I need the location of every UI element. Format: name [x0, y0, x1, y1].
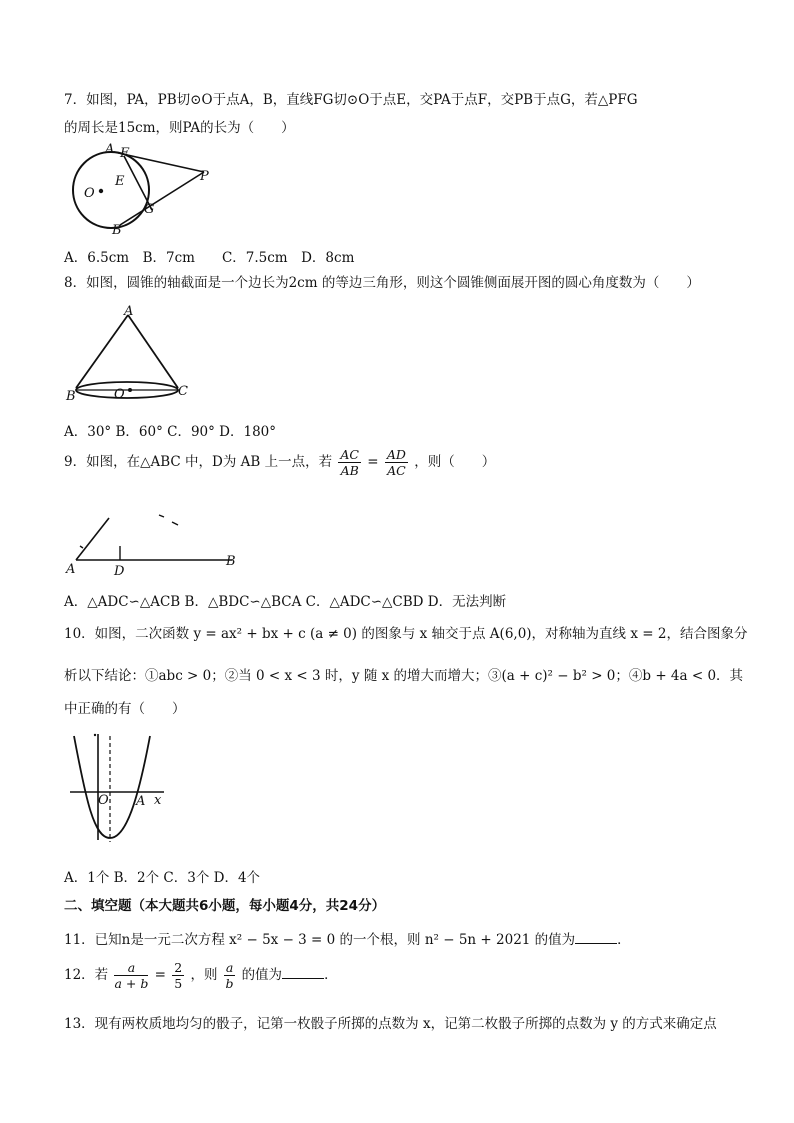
q8-label-c: C [178, 384, 188, 399]
q12-fraction-2-5 [172, 960, 184, 991]
q11-text [64, 928, 631, 948]
q8-text: 8．如图，圆锥的轴截面是一个边长为2cm 的等边三角形，则这个圆锥侧面展开图的圆心角度数为（ ） [64, 275, 700, 291]
q7-label-b: B [112, 223, 122, 238]
q7-label-g: G [144, 202, 155, 217]
q9-options: A．△ADC∽△ACB B．△BDC∽△BCA C．△ADC∽△CBD D．无法判断 [64, 594, 507, 610]
q12-fraction-a-b [224, 960, 235, 991]
q10-line3: 中正确的有（ ） [64, 701, 186, 717]
q9-label-a: A [66, 562, 76, 577]
q12-frac3-den: b [225, 976, 234, 991]
q12-frac2-num: 2 [174, 960, 183, 975]
q9-fraction-ad-ac [385, 447, 408, 478]
q9-figure [64, 510, 244, 580]
q7-label-o: O [84, 186, 95, 201]
q7-label-f: F [120, 146, 130, 161]
q7-label-a: A [105, 142, 115, 157]
q9-prefix: 9．如图，在△ABC 中，D为 AB 上一点，若 [64, 454, 333, 470]
q8-label-o: O [114, 387, 125, 402]
q12-text [64, 958, 338, 992]
q12-frac2-den: 5 [174, 976, 183, 991]
q7-options: A．6.5cm B．7cm C．7.5cm D．8cm [64, 250, 355, 266]
q8-label-b: B [66, 389, 76, 404]
q9-label-d: D [114, 564, 125, 579]
q8-figure [64, 300, 204, 404]
q10-options: A．1个 B．2个 C．3个 D．4个 [64, 870, 261, 886]
q11-answer-blank[interactable] [575, 929, 617, 944]
q10-label-o: O [98, 793, 109, 808]
q12-frac1-den: a + b [114, 976, 149, 991]
q9-label-b: B [226, 554, 236, 569]
q12-eq: = [154, 967, 166, 983]
q7-figure [64, 140, 224, 236]
q9-suffix: ，则（ ） [414, 454, 496, 470]
q11-end: ． [617, 932, 631, 948]
q10-label-x: x [154, 793, 162, 808]
q12-suffix: 的值为 [241, 967, 283, 983]
q7-line2: 的周长是15cm，则PA的长为（ ） [64, 120, 295, 136]
q9-frac1-num: AC [340, 447, 359, 462]
q10-label-a: A [136, 794, 146, 809]
q8-label-a: A [124, 304, 134, 319]
q9-fraction-ac-ab [338, 447, 361, 478]
q12-answer-blank[interactable] [282, 964, 324, 979]
q7-label-p: P [200, 169, 209, 184]
q11-body: 11．已知n是一元二次方程 x² − 5x − 3 = 0 的一个根，则 n² − 5n + 2021 的值为 [64, 932, 576, 948]
q10-line1: 10．如图，二次函数 y = ax² + bx + c (a ≠ 0) 的图象与 x 轴交于点 A(6,0)，对称轴为直线 x = 2，结合图象分 [64, 626, 748, 642]
section2-title: 二、填空题（本大题共6小题，每小题4分，共24分） [64, 898, 386, 914]
q9-frac2-num: AD [386, 447, 406, 462]
q9-text [64, 445, 495, 479]
q10-line2: 析以下结论：①abc > 0；②当 0 < x < 3 时，y 随 x 的增大而增大；③(a + c)² − b² > 0；④b + 4a < 0．其 [64, 668, 744, 684]
q9-frac1-den: AB [340, 463, 359, 478]
q12-end: ． [324, 967, 338, 983]
q9-eq: = [367, 454, 379, 470]
q9-frac2-den: AC [387, 463, 406, 478]
q10-figure [64, 730, 174, 850]
q7-line1: 7．如图，PA，PB切⊙O于点A，B，直线FG切⊙O于点E，交PA于点F，交PB于点G，若△PFG [64, 92, 638, 108]
q12-frac3-num: a [225, 960, 234, 975]
q12-mid: ，则 [190, 967, 218, 983]
q12-frac1-num: a [114, 960, 148, 976]
q13-text: 13．现有两枚质地均匀的骰子，记第一枚骰子所掷的点数为 x，记第二枚骰子所掷的点数为 y 的方式来确定点 [64, 1016, 717, 1032]
q12-fraction-a-ab [114, 960, 148, 991]
q7-label-e: E [115, 174, 125, 189]
q12-prefix: 12．若 [64, 967, 109, 983]
q8-options: A．30° B．60° C．90° D．180° [64, 424, 276, 440]
